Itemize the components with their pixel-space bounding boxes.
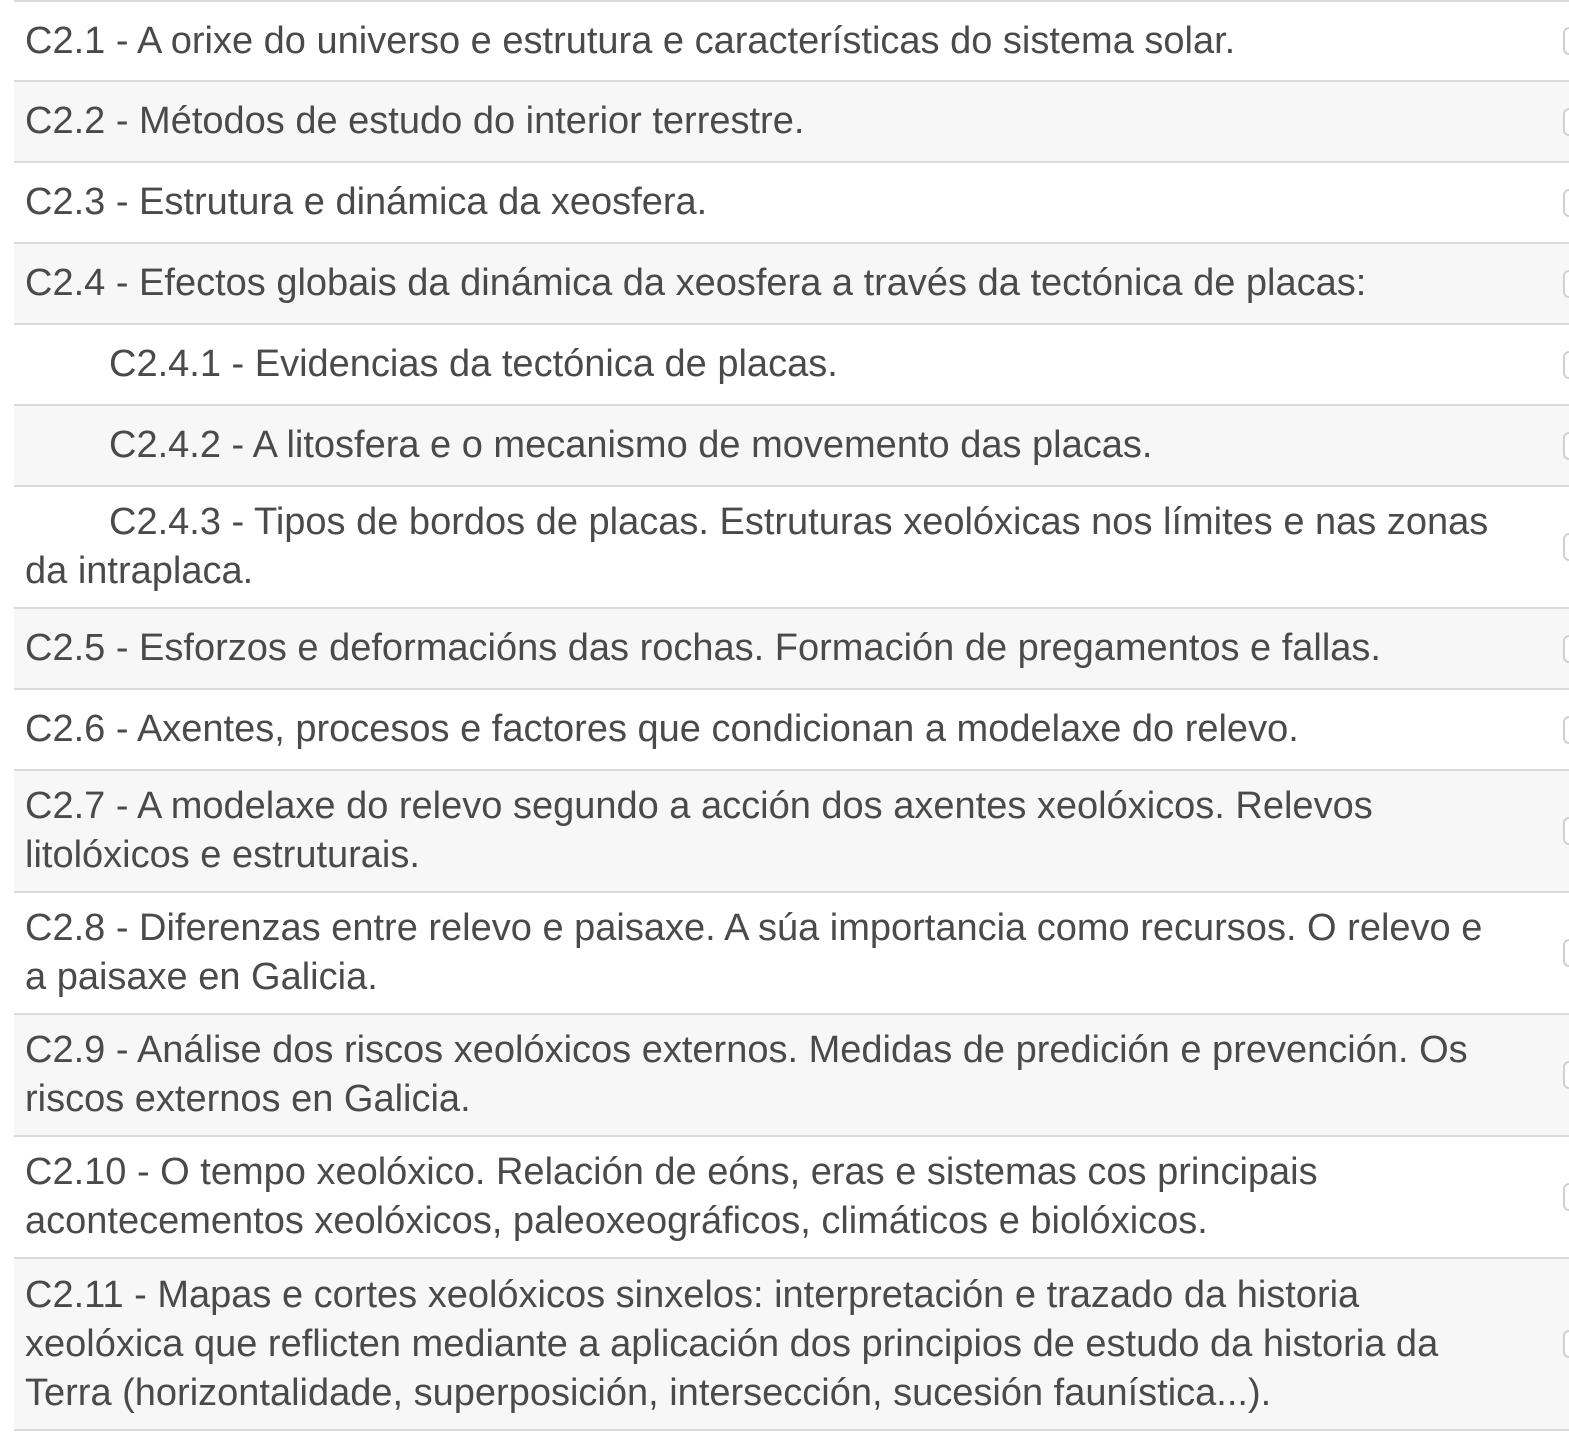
row-action-button[interactable] — [1563, 939, 1569, 967]
row-label: C2.4.1 - Evidencias da tectónica de placas. — [109, 343, 838, 385]
row-action-button[interactable] — [1563, 1183, 1569, 1211]
table-row — [14, 244, 1569, 325]
table-row — [14, 1015, 1569, 1137]
row-label: C2.11 - Mapas e cortes xeolóxicos sinxelos: interpretación e trazado da historia xeolóxica que reflicten mediante a aplicación dos principios de estudo da historia da Terra (horizontalidade, superposición, intersección, sucesión faunística...). — [25, 1273, 1439, 1414]
row-action-button[interactable] — [1563, 27, 1569, 55]
row-label: C2.3 - Estrutura e dinámica da xeosfera. — [25, 181, 708, 223]
table-row — [14, 325, 1569, 406]
content-table — [14, 0, 1569, 1431]
row-action-button[interactable] — [1563, 533, 1569, 561]
row-label: C2.7 - A modelaxe do relevo segundo a acción dos axentes xeolóxicos. Relevos litolóxicos e estruturais. — [25, 785, 1373, 876]
row-label: C2.4 - Efectos globais da dinámica da xeosfera a través da tectónica de placas: — [25, 262, 1367, 304]
row-action-button[interactable] — [1563, 108, 1569, 136]
row-action-button[interactable] — [1563, 189, 1569, 217]
table-row — [14, 1137, 1569, 1259]
table-row — [14, 609, 1569, 690]
table-row — [14, 487, 1569, 609]
row-action-button[interactable] — [1563, 817, 1569, 845]
table-row — [14, 1259, 1569, 1431]
row-label: C2.10 - O tempo xeolóxico. Relación de eóns, eras e sistemas cos principais acontecementos xeolóxicos, paleoxeográficos, climáticos e biolóxicos. — [25, 1151, 1318, 1242]
table-row — [14, 893, 1569, 1015]
row-action-button[interactable] — [1563, 351, 1569, 379]
table-row — [14, 406, 1569, 487]
row-action-button[interactable] — [1563, 1061, 1569, 1089]
row-action-button[interactable] — [1563, 270, 1569, 298]
table-row — [14, 163, 1569, 244]
row-label: C2.2 - Métodos de estudo do interior terrestre. — [25, 100, 805, 142]
table-row — [14, 2, 1569, 82]
row-label: C2.5 - Esforzos e deformacións das rochas. Formación de pregamentos e fallas. — [25, 627, 1381, 669]
row-label: C2.6 - Axentes, procesos e factores que condicionan a modelaxe do relevo. — [25, 708, 1299, 750]
row-action-button[interactable] — [1563, 432, 1569, 460]
row-label: C2.4.3 - Tipos de bordos de placas. Estruturas xeolóxicas nos límites e nas zonas da intraplaca. — [25, 501, 1489, 592]
row-action-button[interactable] — [1563, 716, 1569, 744]
table-row — [14, 771, 1569, 893]
row-label: C2.8 - Diferenzas entre relevo e paisaxe. A súa importancia como recursos. O relevo e a paisaxe en Galicia. — [25, 907, 1483, 998]
row-action-button[interactable] — [1563, 1330, 1569, 1358]
row-label: C2.9 - Análise dos riscos xeolóxicos externos. Medidas de predición e prevención. Os riscos externos en Galicia. — [25, 1029, 1468, 1120]
row-label: C2.4.2 - A litosfera e o mecanismo de movemento das placas. — [109, 424, 1153, 466]
row-label: C2.1 - A orixe do universo e estrutura e características do sistema solar. — [25, 19, 1236, 62]
table-row — [14, 690, 1569, 771]
table-row — [14, 82, 1569, 163]
row-action-button[interactable] — [1563, 635, 1569, 663]
